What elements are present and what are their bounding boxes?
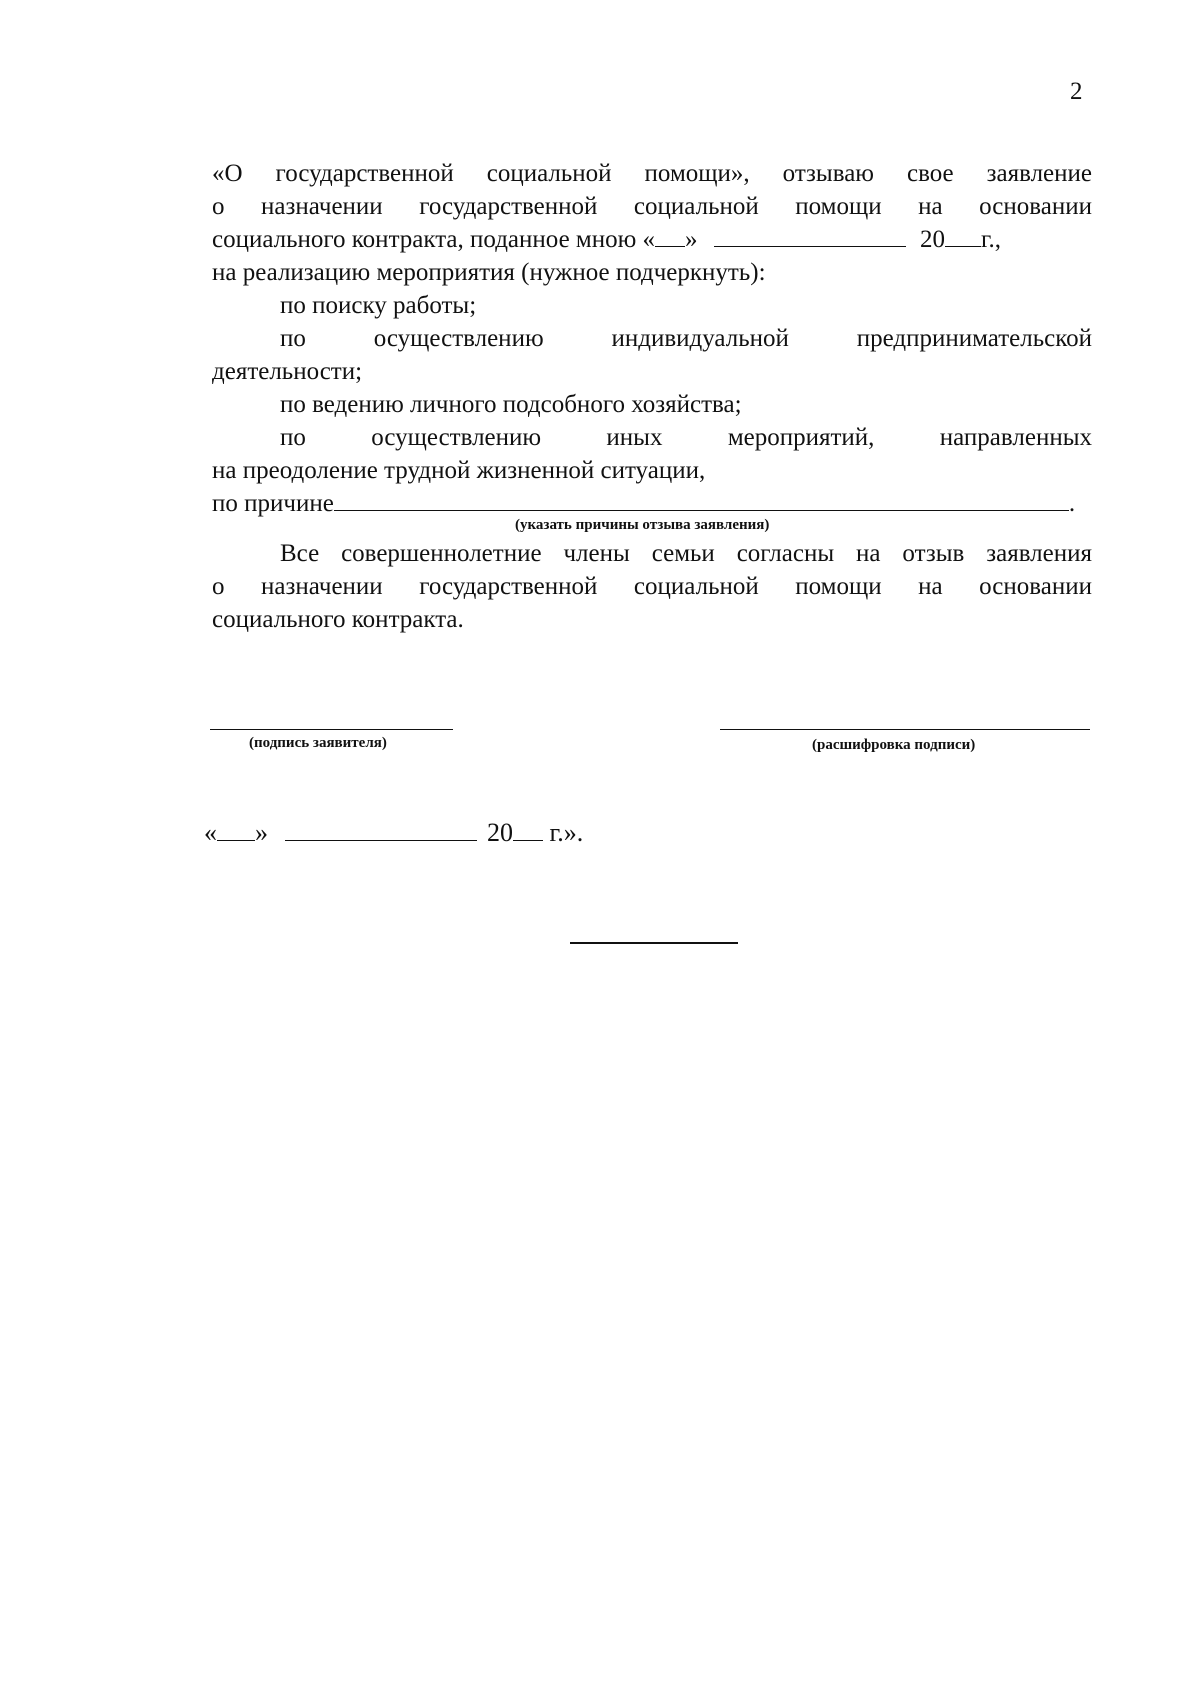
reason-blank[interactable] — [334, 488, 1069, 511]
option-household: по ведению личного подсобного хозяйства; — [280, 391, 742, 418]
end-rule — [570, 942, 738, 944]
signature-decode-caption: (расшифровка подписи) — [812, 737, 976, 753]
paragraph1-line1: «О государственной социальной помощи», отзываю свое заявление — [212, 160, 1092, 187]
paragraph1-line4: на реализацию мероприятия (нужное подчеркнуть): — [212, 259, 766, 286]
day-blank[interactable] — [655, 224, 685, 247]
paragraph2-line2: о назначении государственной социальной помощи на основании — [212, 573, 1092, 600]
applicant-signature-caption: (подпись заявителя) — [249, 735, 387, 751]
option-other-line2: на преодоление трудной жизненной ситуации, — [212, 457, 706, 484]
date-open-quote: « — [204, 818, 217, 847]
option-entrepreneurship-line1: по осуществлению индивидуальной предпринимательской — [280, 325, 1092, 352]
option-other-line1: по осуществлению иных мероприятий, направленных — [280, 424, 1092, 451]
date-month-blank[interactable] — [285, 818, 477, 841]
reason-end: . — [1068, 490, 1076, 517]
year-end: г., — [981, 226, 1001, 253]
option-job-search: по поиску работы; — [280, 292, 477, 319]
date-day-blank[interactable] — [217, 818, 255, 841]
applicant-signature-line[interactable] — [210, 729, 453, 730]
paragraph1-line2: о назначении государственной социальной помощи на основании — [212, 193, 1092, 220]
month-blank[interactable] — [714, 224, 906, 247]
reason-line — [212, 487, 1092, 520]
date-year-prefix: 20 — [487, 818, 513, 847]
signature-decode-line[interactable] — [720, 729, 1090, 730]
contract-text: социального контракта, поданное мною « — [212, 226, 656, 253]
quote-close: » — [685, 226, 698, 253]
paragraph1-line3 — [212, 223, 1092, 256]
option-entrepreneurship-line2: деятельности; — [212, 358, 363, 385]
year-prefix: 20 — [920, 226, 946, 253]
date-year-suffix: г.». — [549, 818, 584, 847]
year-blank[interactable] — [945, 224, 981, 247]
date-year-blank[interactable] — [513, 818, 543, 841]
date-row — [204, 818, 583, 848]
reason-label: по причине — [212, 490, 334, 517]
page-number: 2 — [1070, 78, 1083, 105]
reason-caption: (указать причины отзыва заявления) — [515, 517, 770, 533]
paragraph2-line3: социального контракта. — [212, 606, 464, 633]
date-close-quote: » — [255, 818, 268, 847]
paragraph2-line1: Все совершеннолетние члены семьи согласны на отзыв заявления — [280, 540, 1092, 567]
